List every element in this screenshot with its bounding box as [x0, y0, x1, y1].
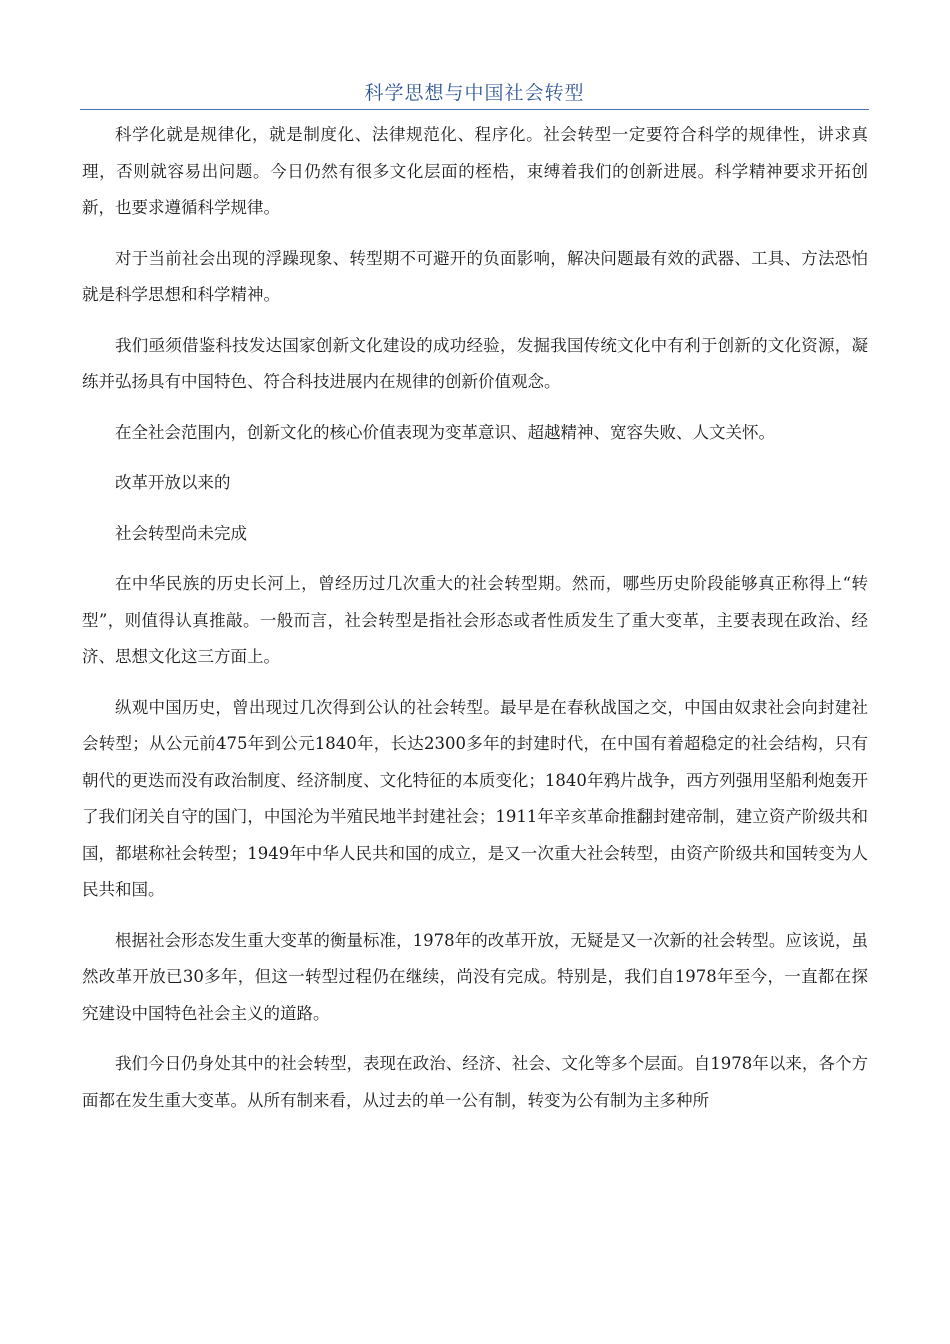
paragraph: 在中华民族的历史长河上，曾经历过几次重大的社会转型期。然而，哪些历史阶段能够真正称得上“转型”，则值得认真推敲。一般而言，社会转型是指社会形态或者性质发生了重大变革，主要表现在政治、经济、思想文化这三方面上。: [82, 574, 868, 666]
paragraph: 根据社会形态发生重大变革的衡量标准，1978年的改革开放，无疑是又一次新的社会转型。应该说，虽然改革开放已30多年，但这一转型过程仍在继续，尚没有完成。特别是，我们自1978年至今，一直都在探究建设中国特色社会主义的道路。: [82, 930, 868, 1023]
paragraph: 我们亟须借鉴科技发达国家创新文化建设的成功经验，发掘我国传统文化中有利于创新的文化资源，凝练并弘扬具有中国特色、符合科技进展内在规律的创新价值观念。: [82, 335, 868, 391]
page-header: [80, 78, 869, 110]
paragraph: 在全社会范围内，创新文化的核心价值表现为变革意识、超越精神、宽容失败、人文关怀。: [115, 422, 775, 442]
paragraph: 纵观中国历史，曾出现过几次得到公认的社会转型。最早是在春秋战国之交，中国由奴隶社会向封建社会转型；从公元前475年到公元1840年，长达2300多年的封建时代，在中国有着超稳定的社会结构，只有朝代的更迭而没有政治制度、经济制度、文化特征的本质变化；1840年鸦片战争，西方列强用坚船利炮轰开了我们闭关自守的国门，中国沦为半殖民地半封建社会；1911年辛亥革命推翻封建帝制，建立资产阶级共和国，都堪称社会转型；1949年中华人民共和国的成立，是又一次重大社会转型，由资产阶级共和国转变为人民共和国。: [82, 697, 868, 899]
paragraph: 对于当前社会出现的浮躁现象、转型期不可避开的负面影响，解决问题最有效的武器、工具、方法恐怕就是科学思想和科学精神。: [82, 248, 868, 304]
paragraph: 科学化就是规律化，就是制度化、法律规范化、程序化。社会转型一定要符合科学的规律性，讲求真理，否则就容易出问题。今日仍然有很多文化层面的桎梏，束缚着我们的创新进展。科学精神要求开拓创新，也要求遵循科学规律。: [82, 125, 868, 217]
paragraph: 我们今日仍身处其中的社会转型，表现在政治、经济、社会、文化等多个层面。自1978年以来，各个方面都在发生重大变革。从所有制来看，从过去的单一公有制，转变为公有制为主多种所: [82, 1054, 868, 1110]
page-title: 科学思想与中国社会转型: [364, 82, 585, 104]
section-heading: 社会转型尚未完成: [115, 523, 247, 543]
document-body: [82, 117, 868, 1133]
section-heading: 改革开放以来的: [115, 473, 231, 492]
